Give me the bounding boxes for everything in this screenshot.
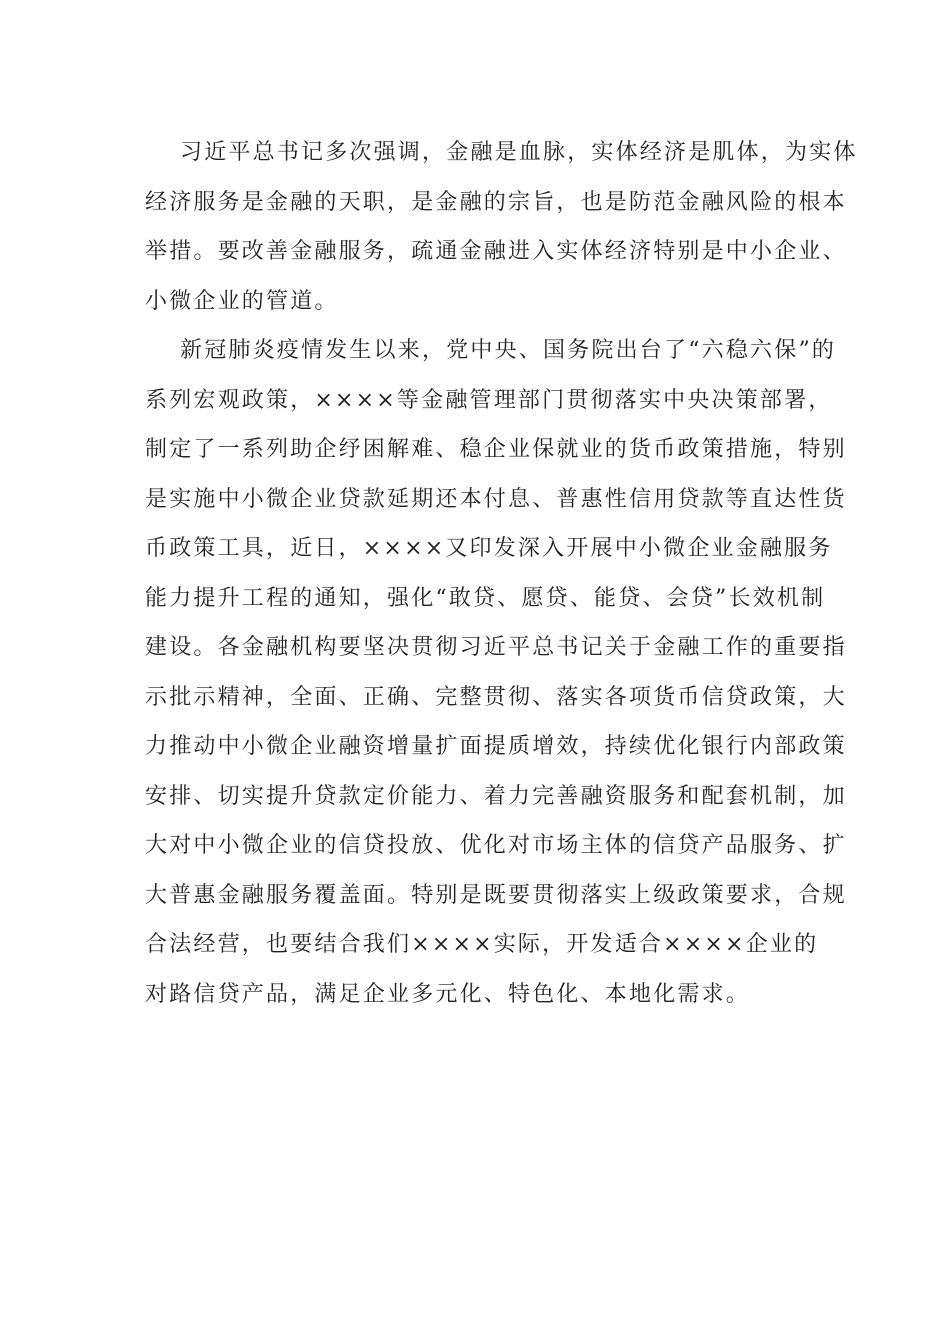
text-line: 安排、切实提升贷款定价能力、着力完善融资服务和配套机制，加: [145, 783, 847, 809]
text-line: 大普惠金融服务覆盖面。特别是既要贯彻落实上级政策要求，合规: [145, 882, 847, 908]
text-line: 示批示精神，全面、正确、完整贯彻、落实各项货币信贷政策，大: [145, 684, 847, 710]
text-line: 习近平总书记多次强调，金融是血脉，实体经济是肌体，为实体: [180, 140, 858, 165]
text-line: 对路信贷产品，满足企业多元化、特色化、本地化需求。: [145, 981, 751, 1007]
text-line: 制定了一系列助企纾困解难、稳企业保就业的货币政策措施，特别: [145, 437, 847, 462]
text-line: 合法经营，也要结合我们××××实际，开发适合××××企业的: [145, 932, 819, 957]
text-line: 币政策工具，近日，××××又印发深入开展中小微企业金融服务: [145, 536, 833, 561]
text-line: 能力提升工程的通知，强化“敢贷、愿贷、能贷、会贷”长效机制: [145, 585, 826, 611]
text-line: 建设。各金融机构要坚决贯彻习近平总书记关于金融工作的重要指: [145, 635, 847, 660]
text-line: 力推动中小微企业融资增量扩面提质增效，持续优化银行内部政策: [145, 734, 847, 759]
text-line: 是实施中小微企业贷款延期还本付息、普惠性信用贷款等直达性货: [145, 486, 847, 512]
paragraph-2: [145, 326, 847, 1019]
text-line: 系列宏观政策，××××等金融管理部门贯彻落实中央决策部署，: [145, 387, 833, 413]
text-line: 举措。要改善金融服务，疏通金融进入实体经济特别是中小企业、: [145, 239, 847, 264]
text-line: 经济服务是金融的天职，是金融的宗旨，也是防范金融风险的根本: [145, 189, 847, 215]
text-line: 大对中小微企业的信贷投放、优化对市场主体的信贷产品服务、扩: [145, 833, 847, 858]
text-line: 小微企业的管道。: [145, 288, 339, 314]
text-line: 新冠肺炎疫情发生以来，党中央、国务院出台了“六稳六保”的: [180, 338, 837, 363]
paragraph-1: [145, 128, 858, 326]
document-body: [145, 128, 858, 1019]
